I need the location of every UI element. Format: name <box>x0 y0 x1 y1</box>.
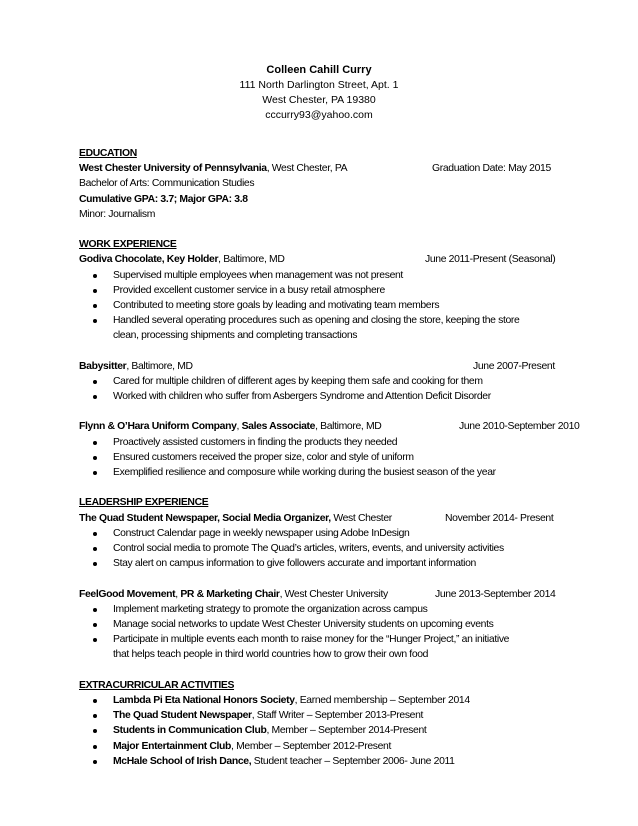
job-bullets-godiva <box>79 268 569 344</box>
role-bullets-feelgood <box>79 602 569 663</box>
bullet-icon <box>93 608 97 612</box>
graduation-date: Graduation Date: May 2015 <box>432 163 551 175</box>
list-item: Cared for multiple children of different ages by keeping them safe and cooking for them <box>79 374 569 389</box>
bullet-icon <box>93 456 97 460</box>
job-row-flynn: Flynn & O’Hara Uniform Company, Sales Associate, Baltimore, MD June 2010-September 2010 <box>79 419 569 434</box>
job-dates: June 2011-Present (Seasonal) <box>425 254 556 266</box>
bullet-icon <box>93 395 97 399</box>
role-location: , West Chester University <box>279 588 388 600</box>
bullet-icon <box>93 745 97 749</box>
list-item: Participate in multiple events each month to raise money for the “Hunger Project,” an initiative that helps teach people in third world countries how to grow their own food <box>79 632 569 662</box>
job-location: , Baltimore, MD <box>126 360 193 372</box>
list-item: Provided excellent customer service in a busy retail atmosphere <box>79 283 569 298</box>
job-row-babysitter <box>79 359 569 374</box>
bullet-icon <box>93 562 97 566</box>
list-item: Handled several operating procedures such as opening and closing the store, keeping the store clean, processing shipments and completing transactions <box>79 313 569 343</box>
address-line-2: West Chester, PA 19380 <box>262 94 376 106</box>
section-title-leadership: LEADERSHIP EXPERIENCE <box>79 497 209 509</box>
role-org: FeelGood Movement <box>79 588 176 600</box>
list-item: Implement marketing strategy to promote the organization across campus <box>79 602 569 617</box>
bullet-icon <box>93 380 97 384</box>
resume-body <box>79 146 580 769</box>
school-location: , West Chester, PA <box>266 163 348 175</box>
job-location: , Baltimore, MD <box>218 254 285 266</box>
list-item: Construct Calendar page in weekly newspaper using Adobe InDesign <box>79 526 569 541</box>
list-item: Supervised multiple employees when management was not present <box>79 268 569 283</box>
section-title-activities: EXTRACURRICULAR ACTIVITIES <box>79 679 235 691</box>
role-title: PR & Marketing Chair <box>180 588 280 600</box>
job-location: , Baltimore, MD <box>315 421 382 433</box>
list-item: Ensured customers received the proper size, color and style of uniform <box>79 450 569 465</box>
role-dates: June 2013-September 2014 <box>435 588 556 600</box>
bullet-icon <box>93 699 97 703</box>
school-name: West Chester University of Pennsylvania <box>79 163 267 175</box>
list-item: Exemplified resilience and composure while working during the busiest season of the year <box>79 465 569 480</box>
job-org: Flynn & O’Hara Uniform Company <box>79 421 237 433</box>
list-item: Worked with children who suffer from Asbergers Syndrome and Attention Deficit Disorder <box>79 389 569 404</box>
bullet-icon <box>93 547 97 551</box>
job-org: Babysitter <box>79 360 127 372</box>
bullet-icon <box>93 289 97 293</box>
list-item: Control social media to promote The Quad’s articles, writers, events, and university activities <box>79 541 569 556</box>
role-row-feelgood: FeelGood Movement, PR & Marketing Chair, West Chester University June 2013-September 2014 <box>79 587 569 602</box>
section-title-education: EDUCATION <box>79 148 137 159</box>
job-row-godiva <box>79 252 569 267</box>
list-item: Lambda Pi Eta National Honors Society, Earned membership – September 2014 <box>79 693 569 708</box>
job-role: Sales Associate <box>241 421 316 433</box>
gpa: Cumulative GPA: 3.7; Major GPA: 3.8 <box>79 193 248 205</box>
list-item: Proactively assisted customers in finding the products they needed <box>79 435 569 450</box>
bullet-icon <box>93 274 97 278</box>
job-dates: June 2007-Present <box>473 360 555 372</box>
bullet-icon <box>93 714 97 718</box>
section-title-work: WORK EXPERIENCE <box>79 239 177 251</box>
applicant-name: Colleen Cahill Curry <box>266 64 372 76</box>
list-item: The Quad Student Newspaper, Staff Writer – September 2013-Present <box>79 708 569 723</box>
role-dates: November 2014- Present <box>445 512 554 524</box>
bullet-icon <box>93 304 97 308</box>
list-item: Manage social networks to update West Chester University students on upcoming events <box>79 617 569 632</box>
role-org: The Quad Student Newspaper, Social Media Organizer, <box>79 512 331 524</box>
degree: Bachelor of Arts: Communication Studies <box>79 178 255 190</box>
bullet-icon <box>93 623 97 627</box>
job-org: Godiva Chocolate, Key Holder <box>79 254 219 266</box>
list-item: Major Entertainment Club, Member – September 2012-Present <box>79 739 569 754</box>
list-item: Stay alert on campus information to give followers accurate and important information <box>79 556 569 571</box>
email-address: cccurry93@yahoo.com <box>265 109 373 121</box>
address-line-1: 111 North Darlington Street, Apt. 1 <box>239 79 399 91</box>
bullet-icon <box>93 638 97 642</box>
resume-header <box>0 63 638 123</box>
bullet-icon <box>93 471 97 475</box>
education-school-row <box>79 161 569 176</box>
job-bullets-babysitter <box>79 374 569 404</box>
role-bullets-quad <box>79 526 569 572</box>
bullet-icon <box>93 441 97 445</box>
minor: Minor: Journalism <box>79 208 156 220</box>
list-item: Contributed to meeting store goals by leading and motivating team members <box>79 298 569 313</box>
list-item: McHale School of Irish Dance, Student teacher – September 2006- June 2011 <box>79 754 569 769</box>
activities-list <box>79 693 569 769</box>
bullet-icon <box>93 319 97 323</box>
role-location: West Chester <box>330 512 392 524</box>
bullet-icon <box>93 760 97 764</box>
list-item: Students in Communication Club, Member – September 2014-Present <box>79 723 569 738</box>
bullet-icon <box>93 729 97 733</box>
bullet-icon <box>93 532 97 536</box>
job-bullets-flynn <box>79 435 569 481</box>
role-row-quad <box>79 511 569 526</box>
job-dates: June 2010-September 2010 <box>459 421 580 433</box>
